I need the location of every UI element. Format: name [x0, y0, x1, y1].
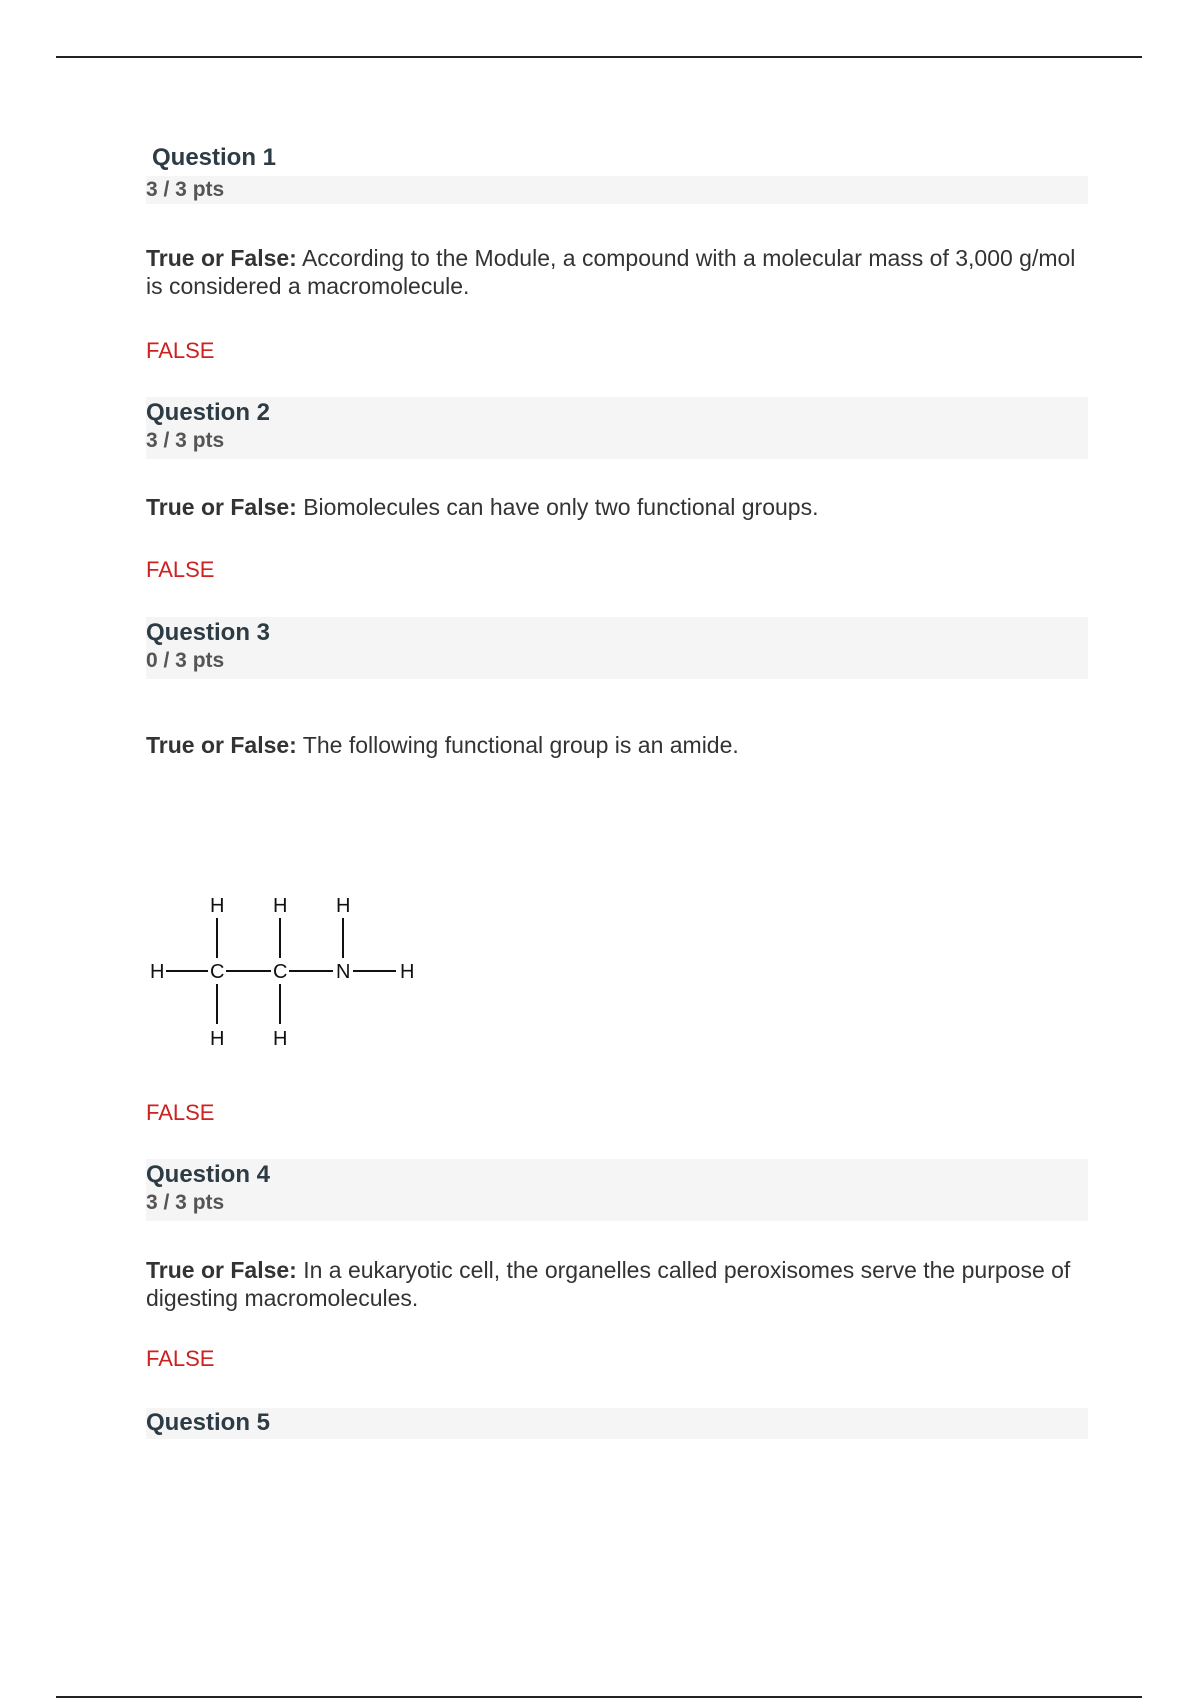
question-4-text [146, 1256, 1076, 1312]
question-3-text [146, 731, 1076, 759]
bottom-rule [56, 1696, 1142, 1698]
question-4-header [146, 1159, 1088, 1221]
question-4-answer: FALSE [146, 1346, 215, 1371]
question-3-header [146, 617, 1088, 679]
question-title: Question 1 [152, 144, 277, 171]
atom-h: H [150, 961, 165, 983]
atom-h: H [273, 1028, 288, 1050]
question-1-text [146, 244, 1076, 300]
atom-c: C [210, 961, 225, 983]
atom-h: H [400, 961, 415, 983]
question-body: According to the Module, a compound with a molecular mass of 3,000 g/mol is considered a macromolecule. [146, 245, 1076, 299]
atom-h: H [210, 895, 225, 917]
question-2-header [146, 397, 1088, 459]
atom-c: C [273, 961, 288, 983]
question-5-header [146, 1408, 1088, 1439]
question-1-answer: FALSE [146, 338, 215, 363]
question-prefix: True or False: [146, 1257, 297, 1283]
question-body: The following functional group is an amide. [296, 732, 739, 758]
atom-n: N [336, 961, 351, 983]
question-2-answer: FALSE [146, 557, 215, 582]
question-3-answer: FALSE [146, 1100, 215, 1125]
question-prefix: True or False: [146, 732, 297, 758]
question-points: 3 / 3 pts [146, 429, 225, 452]
ethylamine-structure-diagram [146, 888, 436, 1058]
question-points: 0 / 3 pts [146, 649, 225, 672]
question-prefix: True or False: [146, 245, 297, 271]
question-title: Question 5 [146, 1409, 271, 1436]
question-title: Question 3 [146, 619, 271, 646]
question-prefix: True or False: [146, 494, 297, 520]
question-1-header [146, 144, 1088, 208]
question-points: 3 / 3 pts [146, 1191, 225, 1214]
atom-h: H [273, 895, 288, 917]
question-title: Question 2 [146, 399, 271, 426]
question-body: Biomolecules can have only two functional groups. [296, 494, 819, 520]
question-points: 3 / 3 pts [146, 176, 1088, 204]
top-rule [56, 56, 1142, 58]
question-2-text [146, 493, 1076, 521]
question-title: Question 4 [146, 1161, 271, 1188]
question-body: In a eukaryotic cell, the organelles called peroxisomes serve the purpose of digesting macromolecules. [146, 1257, 1071, 1311]
atom-h: H [336, 895, 351, 917]
atom-h: H [210, 1028, 225, 1050]
